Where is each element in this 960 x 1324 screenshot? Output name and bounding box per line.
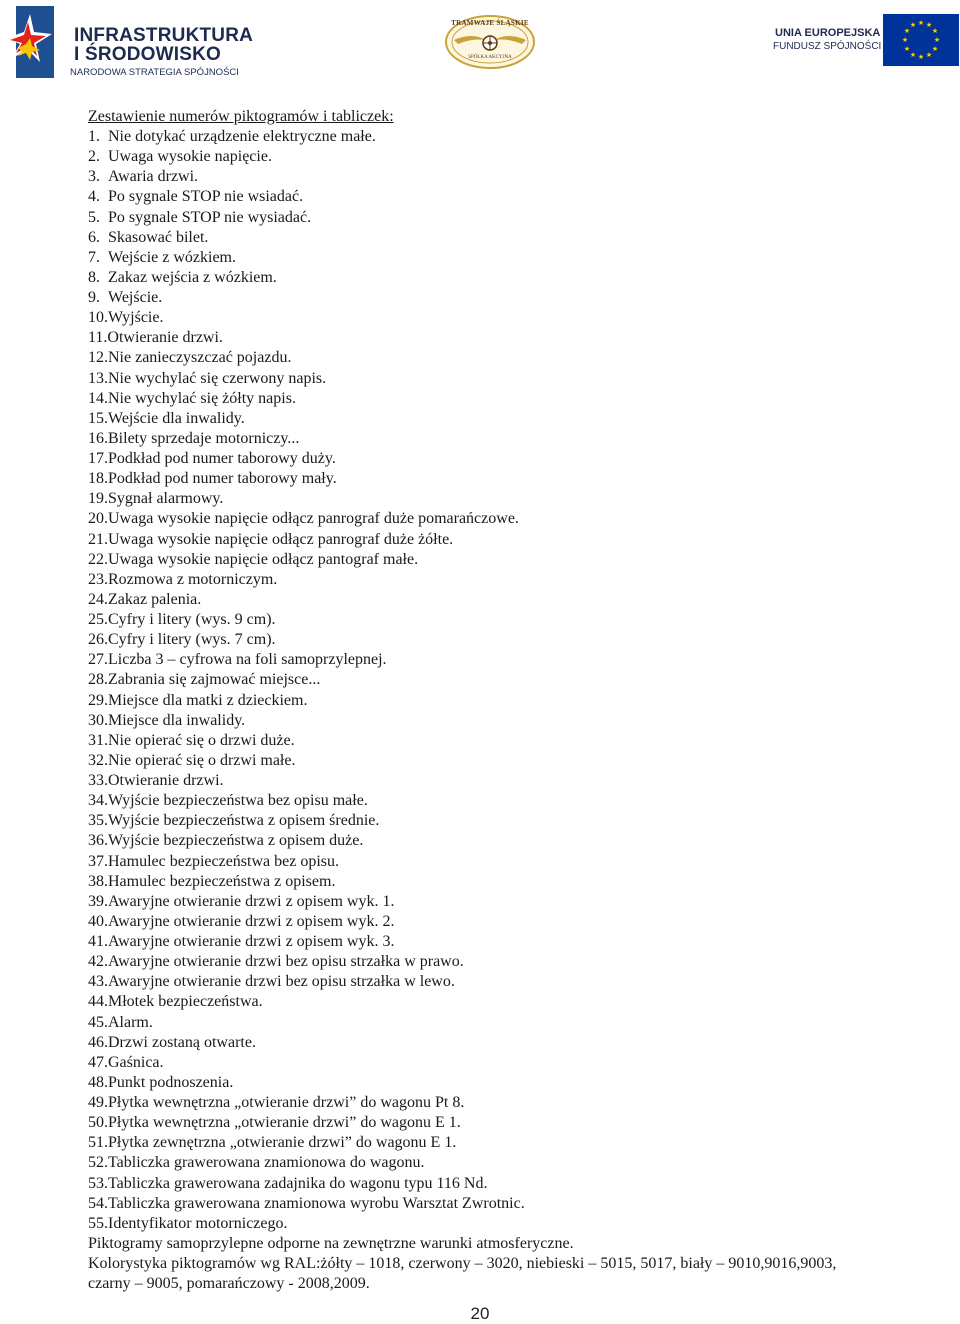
svg-text:★: ★: [931, 45, 939, 53]
list-item: [88, 590, 868, 610]
eu-flag-icon: [883, 14, 959, 66]
list-item-text: Nie zanieczyszczać pojazdu.: [108, 349, 292, 367]
list-item: [88, 630, 868, 650]
list-item-number: 1.: [88, 128, 100, 145]
list-item: [88, 530, 868, 550]
list-item-text: Awaryjne otwieranie drzwi z opisem wyk. 3.: [108, 933, 395, 950]
list-item-text: Identyfikator motorniczego.: [108, 1214, 288, 1232]
list-item-text: Miejsce dla matki z dzieckiem.: [108, 691, 308, 709]
list-item-number: 27.: [88, 651, 108, 669]
list-item-text: Skasować bilet.: [108, 228, 209, 246]
list-item: [88, 811, 868, 831]
list-item: [88, 952, 868, 972]
list-item-text: Podkład pod numer taborowy duży.: [108, 450, 336, 467]
list-item-text: Uwaga wysokie napięcie odłącz panrograf duże pomarańczowe.: [108, 510, 519, 528]
list-item: [88, 972, 868, 992]
eu-logo-subtitle: FUNDUSZ SPÓJNOŚCI: [773, 41, 882, 52]
list-item-text: Otwieranie drzwi.: [108, 772, 224, 789]
list-item-text: Nie opierać się o drzwi małe.: [108, 751, 296, 769]
list-item-number: 12.: [88, 349, 108, 367]
tramwaje-slaskie-logo: [444, 14, 536, 70]
document-body: [88, 107, 868, 1294]
list-item-text: Płytka wewnętrzna „otwieranie drzwi” do wagonu E 1.: [108, 1114, 461, 1132]
document-heading: Zestawienie numerów piktogramów i tabliczek:: [88, 108, 394, 125]
list-item-number: 53.: [88, 1174, 108, 1192]
list-item: [88, 892, 868, 912]
list-item-number: 50.: [88, 1114, 108, 1132]
list-item-text: Płytka wewnętrzna „otwieranie drzwi” do wagonu Pt 8.: [108, 1094, 465, 1111]
list-item-number: 14.: [88, 389, 108, 407]
list-item: [88, 1153, 868, 1173]
list-item-text: Awaria drzwi.: [108, 168, 199, 186]
svg-text:★: ★: [925, 51, 933, 59]
list-item-text: Drzwi zostaną otwarte.: [108, 1033, 256, 1051]
list-item-text: Alarm.: [108, 1013, 153, 1031]
list-item-text: Uwaga wysokie napięcie odłącz panrograf duże żółte.: [108, 530, 454, 548]
list-item-text: Uwaga wysokie napięcie odłącz pantograf małe.: [108, 550, 419, 568]
list-item-number: 39.: [88, 892, 108, 910]
list-item-number: 18.: [88, 470, 108, 488]
list-item-text: Nie opierać się o drzwi duże.: [108, 731, 295, 749]
list-item: [88, 1133, 868, 1153]
list-item-text: Po sygnale STOP nie wysiadać.: [108, 208, 312, 226]
list-item-text: Wyjście bezpieczeństwa bez opisu małe.: [108, 792, 368, 810]
list-item: [88, 872, 868, 892]
list-item-number: 46.: [88, 1033, 108, 1051]
list-item-number: 30.: [88, 711, 108, 729]
list-item: [88, 731, 868, 751]
list-item: [88, 751, 868, 771]
svg-text:★: ★: [909, 21, 917, 29]
list-item-number: 7.: [88, 248, 100, 266]
list-item-number: 10.: [88, 309, 108, 327]
list-item-text: Wyjście bezpieczeństwa z opisem duże.: [108, 832, 364, 850]
list-item: [88, 228, 868, 248]
list-item: [88, 369, 868, 389]
list-item-text: Miejsce dla inwalidy.: [108, 711, 246, 729]
list-item: [88, 610, 868, 630]
list-item-text: Płytka zewnętrzna „otwieranie drzwi” do wagonu E 1.: [108, 1134, 457, 1152]
list-item-number: 11.: [88, 329, 108, 347]
list-item-text: Wyjście.: [108, 309, 164, 327]
list-item-text: Cyfry i litery (wys. 9 cm).: [108, 611, 276, 628]
list-item: [88, 1013, 868, 1033]
list-item: [88, 1073, 868, 1093]
list-item-text: Wyjście bezpieczeństwa z opisem średnie.: [108, 812, 380, 830]
list-item-number: 3.: [88, 168, 100, 186]
list-item: [88, 650, 868, 670]
list-item: [88, 489, 868, 509]
list-item-number: 22.: [88, 550, 108, 568]
list-item-number: 24.: [88, 590, 108, 608]
infrastruktura-emblem-icon: [4, 4, 60, 80]
list-item-number: 28.: [88, 671, 108, 689]
list-item: [88, 1113, 868, 1133]
list-item-number: 35.: [88, 812, 108, 830]
list-item-number: 25.: [88, 611, 108, 628]
logo-title-line1: INFRASTRUKTURA: [74, 25, 254, 46]
list-item: [88, 992, 868, 1012]
list-item-text: Rozmowa z motorniczym.: [108, 570, 278, 588]
list-item-number: 23.: [88, 570, 108, 588]
svg-text:★: ★: [909, 51, 917, 59]
svg-text:★: ★: [903, 45, 911, 53]
list-item: [88, 208, 868, 228]
list-item: [88, 348, 868, 368]
list-item: [88, 932, 868, 952]
list-item: [88, 187, 868, 207]
list-item: [88, 1174, 868, 1194]
svg-text:★: ★: [931, 27, 939, 35]
list-item-text: Nie wychylać się żółty napis.: [108, 389, 296, 407]
list-item-number: 42.: [88, 953, 108, 971]
list-item-number: 31.: [88, 731, 108, 749]
list-item-text: Otwieranie drzwi.: [107, 329, 223, 347]
list-item-number: 5.: [88, 208, 100, 226]
page-number: 20: [470, 1304, 490, 1323]
logo-top-text: TRAMWAJE ŚLĄSKIE: [451, 19, 529, 27]
list-item-text: Punkt podnoszenia.: [108, 1073, 234, 1091]
list-item: [88, 831, 868, 851]
list-item-number: 2.: [88, 148, 100, 166]
list-item-number: 6.: [88, 228, 100, 246]
eu-logo-title: UNIA EUROPEJSKA: [775, 27, 881, 39]
list-item-text: Młotek bezpieczeństwa.: [108, 993, 263, 1011]
list-item-number: 44.: [88, 993, 108, 1011]
list-item-text: Bilety sprzedaje motorniczy...: [108, 429, 300, 447]
svg-text:★: ★: [903, 27, 911, 35]
svg-text:★: ★: [917, 19, 925, 27]
list-item: [88, 570, 868, 590]
list-item-number: 20.: [88, 510, 108, 528]
list-item-number: 17.: [88, 450, 108, 467]
list-item-number: 29.: [88, 691, 108, 709]
list-item-number: 38.: [88, 872, 108, 890]
list-item-text: Nie wychylać się czerwony napis.: [108, 369, 327, 387]
list-item-number: 13.: [88, 369, 108, 387]
list-item: [88, 1093, 868, 1113]
list-item-number: 54.: [88, 1194, 108, 1212]
list-item: [88, 469, 868, 489]
list-item-text: Po sygnale STOP nie wsiadać.: [108, 188, 304, 206]
list-item-number: 49.: [88, 1094, 108, 1111]
list-item-number: 26.: [88, 631, 108, 649]
list-item: [88, 449, 868, 469]
svg-text:★: ★: [925, 21, 933, 29]
list-item-text: Zabrania się zajmować miejsce...: [108, 671, 321, 689]
list-item: [88, 1214, 868, 1234]
list-item-text: Awaryjne otwieranie drzwi z opisem wyk. 1.: [108, 892, 395, 910]
list-item-text: Uwaga wysokie napięcie.: [108, 148, 272, 166]
list-item-number: 33.: [88, 772, 108, 789]
list-item-text: Tabliczka grawerowana znamionowa wyrobu Warsztat Zwrotnic.: [108, 1194, 525, 1212]
list-item: [88, 550, 868, 570]
list-item: [88, 912, 868, 932]
list-item: [88, 670, 868, 690]
list-item-number: 47.: [88, 1053, 108, 1071]
list-item: [88, 771, 868, 791]
list-item-number: 32.: [88, 751, 108, 769]
logo-bottom-text: SPÓŁKA AKCYJNA: [468, 55, 512, 60]
svg-text:★: ★: [933, 36, 941, 44]
list-item-text: Zakaz wejścia z wózkiem.: [108, 268, 277, 286]
list-item-text: Wejście.: [108, 289, 163, 306]
infrastruktura-logo: [4, 4, 254, 80]
list-item-text: Tabliczka grawerowana znamionowa do wagonu.: [108, 1154, 425, 1172]
list-item: [88, 1053, 868, 1073]
list-item: [88, 288, 868, 308]
list-item: [88, 711, 868, 731]
svg-text:★: ★: [917, 53, 925, 61]
list-item-number: 36.: [88, 832, 108, 850]
list-item: [88, 127, 868, 147]
list-item-text: Hamulec bezpieczeństwa z opisem.: [108, 872, 336, 890]
list-item-number: 15.: [88, 409, 108, 427]
list-item-text: Wejście dla inwalidy.: [108, 409, 245, 427]
list-item-number: 41.: [88, 933, 108, 950]
list-item: [88, 308, 868, 328]
list-item-number: 55.: [88, 1214, 108, 1232]
list-item-number: 52.: [88, 1154, 108, 1172]
list-item: [88, 429, 868, 449]
list-item: [88, 852, 868, 872]
list-item-text: Liczba 3 – cyfrowa na foli samoprzylepnej.: [108, 651, 387, 669]
list-item-number: 45.: [88, 1013, 108, 1031]
list-item: [88, 1033, 868, 1053]
list-item-text: Gaśnica.: [108, 1053, 164, 1071]
list-item-text: Cyfry i litery (wys. 7 cm).: [108, 631, 276, 649]
pictogram-list: [88, 127, 868, 1234]
logo-subtitle: NARODOWA STRATEGIA SPÓJNOŚCI: [70, 67, 239, 78]
list-item-text: Awaryjne otwieranie drzwi bez opisu strzałka w prawo.: [108, 953, 464, 971]
logo-title-line2: I ŚRODOWISKO: [74, 44, 222, 65]
list-item: [88, 691, 868, 711]
list-item: [88, 1194, 868, 1214]
list-item-text: Podkład pod numer taborowy mały.: [108, 470, 337, 488]
list-item: [88, 509, 868, 529]
list-item-number: 43.: [88, 973, 108, 991]
list-item-number: 21.: [88, 530, 108, 548]
note-colors-line1: Kolorystyka piktogramów wg RAL:żółty – 1018, czerwony – 3020, niebieski – 5015, 5017, biały – 9010,9016,9003,: [88, 1255, 837, 1273]
list-item-text: Tabliczka grawerowana zadajnika do wagonu typu 116 Nd.: [108, 1174, 488, 1192]
list-item-text: Wejście z wózkiem.: [108, 248, 236, 266]
list-item: [88, 248, 868, 268]
list-item-text: Hamulec bezpieczeństwa bez opisu.: [108, 852, 340, 870]
document-notes: [88, 1234, 868, 1295]
list-item: [88, 328, 868, 348]
list-item: [88, 268, 868, 288]
list-item: [88, 409, 868, 429]
list-item-text: Awaryjne otwieranie drzwi bez opisu strzałka w lewo.: [108, 973, 455, 991]
list-item-text: Awaryjne otwieranie drzwi z opisem wyk. 2.: [108, 912, 395, 930]
list-item-text: Sygnał alarmowy.: [108, 490, 224, 508]
list-item-number: 19.: [88, 490, 108, 508]
list-item-number: 34.: [88, 792, 108, 810]
list-item: [88, 389, 868, 409]
list-item-number: 16.: [88, 429, 108, 447]
note-adhesive: Piktogramy samoprzylepne odporne na zewnętrzne warunki atmosferyczne.: [88, 1234, 574, 1252]
svg-text:★: ★: [901, 36, 909, 44]
note-colors-line2: czarny – 9005, pomarańczowy - 2008,2009.: [88, 1275, 370, 1293]
list-item-text: Nie dotykać urządzenie elektryczne małe.: [108, 128, 376, 145]
list-item-number: 40.: [88, 912, 108, 930]
list-item-number: 4.: [88, 188, 100, 206]
list-item-number: 37.: [88, 852, 108, 870]
list-item-number: 9.: [88, 289, 100, 306]
list-item-text: Zakaz palenia.: [108, 590, 202, 608]
list-item: [88, 147, 868, 167]
list-item: [88, 167, 868, 187]
eu-logo: [770, 14, 960, 70]
list-item-number: 8.: [88, 268, 100, 286]
list-item: [88, 791, 868, 811]
list-item-number: 51.: [88, 1134, 108, 1152]
list-item-number: 48.: [88, 1073, 108, 1091]
